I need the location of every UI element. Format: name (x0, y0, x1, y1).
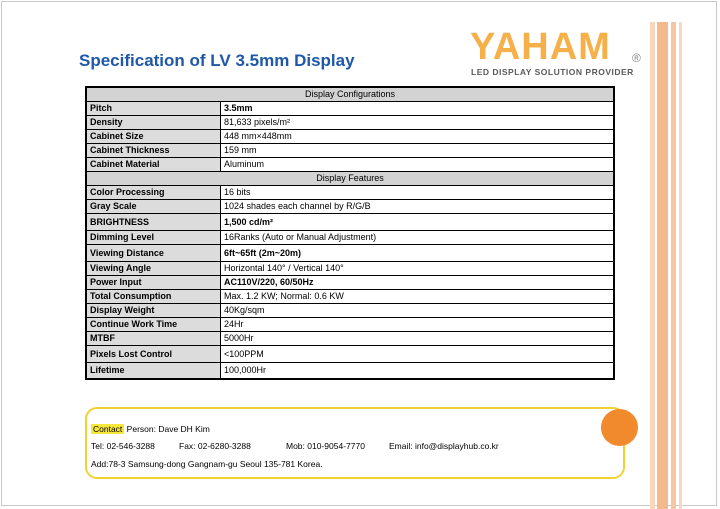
contact-person: Person: Dave DH Kim (126, 424, 210, 434)
table-row (86, 143, 614, 157)
table-row (86, 157, 614, 171)
logo-tagline: LED DISPLAY SOLUTION PROVIDER (471, 67, 634, 77)
spec-label: Cabinet Size (86, 129, 221, 143)
spec-label: BRIGHTNESS (86, 213, 221, 230)
spec-label: Pixels Lost Control (86, 345, 221, 362)
spec-value: Aluminum (221, 157, 615, 171)
spec-value: 6ft~65ft (2m~20m) (221, 244, 615, 261)
spec-value: Max. 1.2 KW; Normal: 0.6 KW (221, 289, 615, 303)
table-row (86, 275, 614, 289)
spec-label: Pitch (86, 101, 221, 115)
spec-label: Viewing Angle (86, 261, 221, 275)
registered-mark: ® (632, 51, 641, 65)
table-row (86, 244, 614, 261)
table-row (86, 289, 614, 303)
table-row (86, 185, 614, 199)
spec-value: 81,633 pixels/m² (221, 115, 615, 129)
spec-label: Gray Scale (86, 199, 221, 213)
yaham-logo: YAHAM (470, 26, 611, 68)
contact-tel: Tel: 02-546-3288 (91, 441, 155, 451)
spec-value: 3.5mm (221, 101, 615, 115)
spec-value: 16 bits (221, 185, 615, 199)
table-row (86, 213, 614, 230)
spec-value: Horizontal 140° / Vertical 140° (221, 261, 615, 275)
table-row (86, 129, 614, 143)
contact-fax: Fax: 02-6280-3288 (179, 441, 251, 451)
spec-label: Color Processing (86, 185, 221, 199)
spec-value: 5000Hr (221, 331, 615, 345)
spec-label: Cabinet Thickness (86, 143, 221, 157)
table-row (86, 101, 614, 115)
spec-value: 40Kg/sqm (221, 303, 615, 317)
page-title: Specification of LV 3.5mm Display (79, 51, 355, 70)
spec-value: 159 mm (221, 143, 615, 157)
spec-value: 1,500 cd/m² (221, 213, 615, 230)
spec-value: 16Ranks (Auto or Manual Adjustment) (221, 230, 615, 244)
spec-table-body (86, 87, 614, 379)
table-row (86, 261, 614, 275)
spec-label: Continue Work Time (86, 317, 221, 331)
spec-table (85, 86, 615, 380)
contact-address: Add:78-3 Samsung-dong Gangnam-gu Seoul 135-781 Korea. (91, 459, 323, 469)
spec-value: 24Hr (221, 317, 615, 331)
table-row (86, 115, 614, 129)
contact-mob: Mob: 010-9054-7770 (286, 441, 365, 451)
spec-value: <100PPM (221, 345, 615, 362)
spec-label: Viewing Distance (86, 244, 221, 261)
spec-label: Density (86, 115, 221, 129)
table-row (86, 303, 614, 317)
spec-value: 1024 shades each channel by R/G/B (221, 199, 615, 213)
section-header: Display Features (86, 171, 614, 185)
contact-email[interactable]: Email: info@displayhub.co.kr (389, 441, 499, 451)
spec-label: Total Consumption (86, 289, 221, 303)
spec-value: AC110V/220, 60/50Hz (221, 275, 615, 289)
spec-label: Dimming Level (86, 230, 221, 244)
spec-value: 100,000Hr (221, 362, 615, 379)
spec-label: Lifetime (86, 362, 221, 379)
decorative-stripes (650, 22, 692, 509)
table-row (86, 230, 614, 244)
orange-circle (601, 409, 638, 446)
spec-label: Display Weight (86, 303, 221, 317)
stripe (650, 22, 655, 509)
stripe (657, 22, 668, 509)
stripe (679, 22, 682, 509)
table-row (86, 199, 614, 213)
section-header-row (86, 87, 614, 101)
section-header: Display Configurations (86, 87, 614, 101)
table-row (86, 362, 614, 379)
spec-label: Power Input (86, 275, 221, 289)
contact-tag: Contact (93, 424, 123, 434)
spec-value: 448 mm×448mm (221, 129, 615, 143)
table-row (86, 345, 614, 362)
table-row (86, 331, 614, 345)
table-row (86, 317, 614, 331)
contact-person-line (91, 424, 210, 434)
spec-label: Cabinet Material (86, 157, 221, 171)
spec-label: MTBF (86, 331, 221, 345)
stripe (671, 22, 676, 509)
section-header-row (86, 171, 614, 185)
